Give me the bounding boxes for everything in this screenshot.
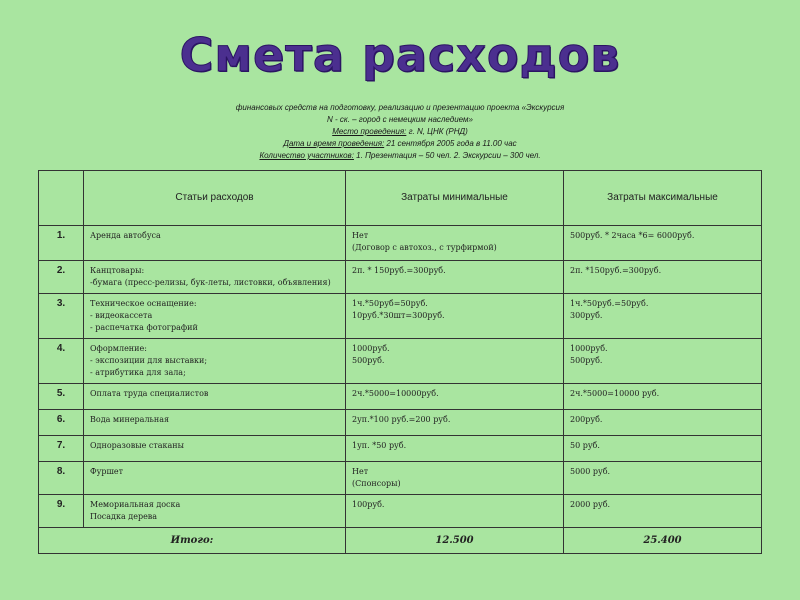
row-num: 8. [39, 462, 84, 495]
table-header-row [39, 171, 762, 226]
table-row [39, 261, 762, 294]
total-row [39, 528, 762, 554]
row-min: 2уп.*100 руб.=200 руб. [346, 410, 564, 436]
row-item: Оформление: - экспозиции для выставки; - атрибутика для зала; [84, 339, 346, 384]
row-max: 200руб. [564, 410, 762, 436]
row-max: 5000 руб. [564, 462, 762, 495]
row-min: 2п. * 150руб.=300руб. [346, 261, 564, 294]
row-num: 7. [39, 436, 84, 462]
subtitle-date [150, 138, 650, 150]
total-label: Итого: [39, 528, 346, 554]
header-min: Затраты минимальные [346, 171, 564, 226]
place-value: г. N, ЦНК (РНД) [406, 127, 468, 136]
date-value: 21 сентября 2005 года в 11.00 час [384, 139, 517, 148]
count-value: 1. Презентация – 50 чел. 2. Экскурсии – 300 чел. [353, 151, 541, 160]
table-row [39, 495, 762, 528]
table-row [39, 294, 762, 339]
row-item: Фуршет [84, 462, 346, 495]
row-num: 3. [39, 294, 84, 339]
header-item: Статьи расходов [84, 171, 346, 226]
row-item: Оплата труда специалистов [84, 384, 346, 410]
row-item: Одноразовые стаканы [84, 436, 346, 462]
row-min: 1ч.*50руб=50руб. 10руб.*30шт=300руб. [346, 294, 564, 339]
row-min: Нет (Спонсоры) [346, 462, 564, 495]
row-max: 2п. *150руб.=300руб. [564, 261, 762, 294]
subtitle-line-1: финансовых средств на подготовку, реализацию и презентацию проекта «Экскурсия [235, 103, 565, 112]
table-row [39, 339, 762, 384]
header-max: Затраты максимальные [564, 171, 762, 226]
row-num: 2. [39, 261, 84, 294]
subtitle-place [150, 126, 650, 138]
page-title: Смета расходов [179, 28, 621, 82]
budget-table [38, 170, 762, 554]
subtitle-line-2: N - ск. – город с немецким наследием» [327, 115, 473, 124]
subtitle-block [150, 102, 650, 162]
date-label: Дата и время проведения: [283, 139, 385, 148]
table-row [39, 436, 762, 462]
row-min: Нет (Договор с автохоз., с турфирмой) [346, 226, 564, 261]
row-max: 1ч.*50руб.=50руб. 300руб. [564, 294, 762, 339]
row-min: 1уп. *50 руб. [346, 436, 564, 462]
row-item: Аренда автобуса [84, 226, 346, 261]
subtitle-count [150, 150, 650, 162]
row-min: 2ч.*5000=10000руб. [346, 384, 564, 410]
row-min: 1000руб. 500руб. [346, 339, 564, 384]
row-num: 1. [39, 226, 84, 261]
row-max: 500руб. * 2часа *6= 6000руб. [564, 226, 762, 261]
row-max: 50 руб. [564, 436, 762, 462]
count-label: Количество участников: [259, 151, 354, 160]
row-item: Техническое оснащение: - видеокассета - распечатка фотографий [84, 294, 346, 339]
row-item: Канцтовары: -бумага (пресс-релизы, бук-леты, листовки, объявления) [84, 261, 346, 294]
row-num: 5. [39, 384, 84, 410]
table-row [39, 384, 762, 410]
row-max: 2000 руб. [564, 495, 762, 528]
total-min: 12.500 [346, 528, 564, 554]
row-num: 9. [39, 495, 84, 528]
total-max: 25.400 [564, 528, 762, 554]
row-max: 1000руб. 500руб. [564, 339, 762, 384]
row-item: Вода минеральная [84, 410, 346, 436]
row-max: 2ч.*5000=10000 руб. [564, 384, 762, 410]
table-row [39, 226, 762, 261]
header-num [39, 171, 84, 226]
row-min: 100руб. [346, 495, 564, 528]
table-row [39, 462, 762, 495]
row-item: Мемориальная доска Посадка дерева [84, 495, 346, 528]
row-num: 6. [39, 410, 84, 436]
table-row [39, 410, 762, 436]
place-label: Место проведения: [332, 127, 407, 136]
row-num: 4. [39, 339, 84, 384]
